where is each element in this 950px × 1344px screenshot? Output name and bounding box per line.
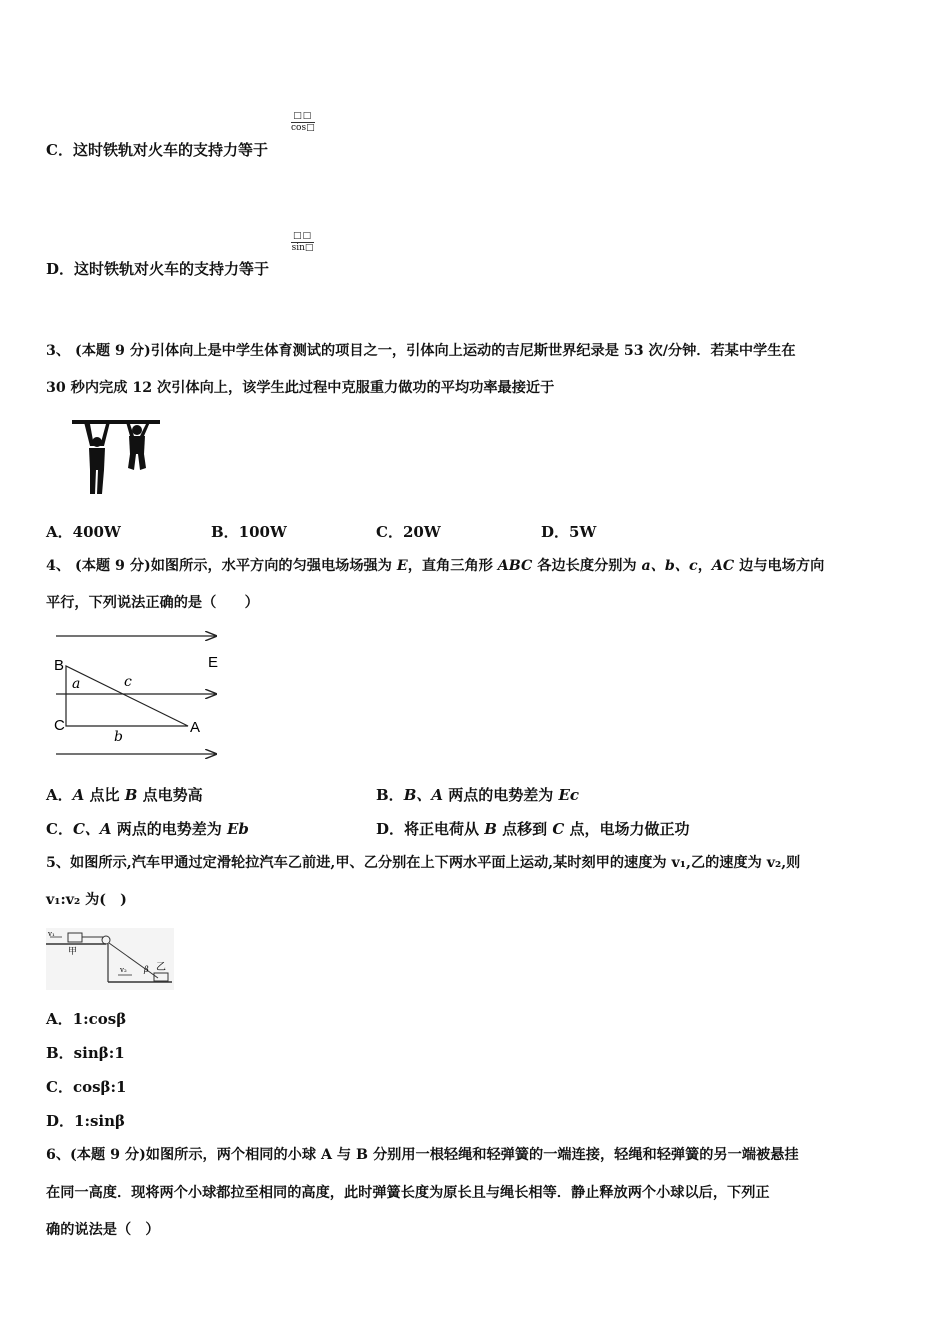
q4-field-figure [48, 622, 228, 764]
q4-option-a-prefix: A． [46, 786, 73, 804]
q2-option-d-denominator: sin□ [291, 243, 314, 253]
q4-option-a [46, 785, 203, 805]
q4-stem-line2: 平行，下列说法正确的是（ ） [46, 595, 259, 611]
q2-option-c-fraction [291, 111, 315, 134]
q4-option-c-prefix: C． [46, 820, 73, 838]
q2-option-c-prefix: C． [46, 141, 73, 159]
q4-option-c-mid: 两点的电势差为 [111, 820, 227, 838]
q4-option-b-mid: 两点的电势差为 [443, 786, 559, 804]
q2-option-c-denominator: cos□ [291, 123, 315, 133]
q4-stem-part5: 边与电场方向 [734, 558, 825, 574]
q4-option-d [376, 819, 690, 839]
pullup-person-right [126, 422, 150, 470]
q4-stem-part2: ，直角三角形 [407, 558, 498, 574]
label-vertex-b: B [54, 657, 65, 674]
q5-option-c: C．cosβ:1 [46, 1078, 127, 1096]
q4-option-d-end: 点，电场力做正功 [564, 820, 690, 838]
q4-option-c-CA: C、A [72, 820, 112, 838]
q6-stem-line2: 在同一高度．现将两个小球都拉至相同的高度，此时弹簧长度为原长且与绳长相等．静止释放两个小球以后，下列正 [46, 1185, 770, 1201]
q3-option-a: A．400W [46, 523, 121, 541]
label-jia: 甲 [68, 947, 78, 957]
q5-pulley-figure [46, 928, 174, 990]
q4-stem-E: E [396, 558, 408, 574]
q3-option-b: B．100W [211, 523, 287, 541]
q2-option-c-numerator: □□ [291, 111, 315, 123]
q3-stem-line2: 30 秒内完成 12 次引体向上，该学生此过程中克服重力做功的平均功率最接近于 [46, 380, 555, 396]
q4-option-c [46, 819, 249, 839]
q4-option-c-value: Eb [226, 820, 249, 838]
q2-option-d [46, 259, 269, 279]
q2-option-c-text: 这时铁轨对火车的支持力等于 [72, 141, 268, 159]
q3-stem-line1: 3、 (本题 9 分)引体向上是中学生体育测试的项目之一，引体向上运动的吉尼斯世界纪录是 53 次/分钟．若某中学生在 [46, 343, 796, 359]
label-side-b: b [114, 729, 123, 745]
label-side-c: c [124, 674, 132, 690]
q6-stem-line1: 6、(本题 9 分)如图所示，两个相同的小球 A 与 B 分别用一根轻绳和轻弹簧的一端连接，轻绳和轻弹簧的另一端被悬挂 [46, 1147, 799, 1163]
q4-option-b [376, 785, 579, 805]
q3-option-d: D．5W [541, 523, 597, 541]
q5-option-b: B．sinβ:1 [46, 1044, 125, 1062]
q2-option-d-prefix: D． [46, 260, 75, 278]
q4-option-a-B: B [124, 786, 138, 804]
q4-stem-ABC: ABC [497, 558, 533, 574]
q4-option-b-BA: B、A [403, 786, 444, 804]
q4-option-a-end: 点电势高 [137, 786, 203, 804]
q4-stem-abc: a、b、c [641, 558, 698, 574]
q4-stem-part1: 4、 (本题 9 分)如图所示，水平方向的匀强电场场强为 [46, 558, 397, 574]
q2-option-d-numerator: □□ [293, 231, 313, 241]
q4-option-b-value: Ec [558, 786, 580, 804]
label-v1: v₁ [48, 930, 55, 938]
label-field-e: E [208, 654, 219, 671]
q4-option-d-C: C [552, 820, 565, 838]
q5-option-a: A．1:cosβ [46, 1010, 127, 1028]
pullup-person-left [84, 422, 110, 494]
q3-option-c: C．20W [376, 523, 441, 541]
label-v2: v₂ [120, 966, 127, 974]
q3-pullup-figure [70, 412, 162, 498]
q5-stem-line2: v₁:v₂ 为( ) [46, 892, 127, 908]
q5-option-d: D．1:sinβ [46, 1112, 125, 1130]
q4-option-a-mid: 点比 [84, 786, 125, 804]
q2-option-d-text: 这时铁轨对火车的支持力等于 [74, 260, 270, 278]
label-vertex-c: C [54, 717, 65, 734]
q4-stem-part3: 各边长度分别为 [532, 558, 642, 574]
q2-option-d-fraction [291, 231, 314, 254]
q2-option-c [46, 140, 268, 160]
label-yi: 乙 [156, 962, 166, 973]
q4-option-d-mid: 点移到 [496, 820, 553, 838]
q4-option-d-B: B [484, 820, 497, 838]
label-vertex-a: A [190, 719, 201, 736]
q4-option-d-prefix: D．将正电荷从 [376, 820, 485, 838]
q4-stem-AC: AC [711, 558, 735, 574]
label-side-a: a [72, 676, 81, 692]
q5-stem-line1: 5、如图所示,汽车甲通过定滑轮拉汽车乙前进,甲、乙分别在上下两水平面上运动,某时刻甲的速度为 v₁,乙的速度为 v₂,则 [46, 855, 801, 871]
q4-option-a-A: A [72, 786, 85, 804]
label-beta: β [144, 965, 149, 974]
q6-stem-line3: 确的说法是（ ） [46, 1222, 160, 1238]
q4-option-b-prefix: B． [376, 786, 404, 804]
q4-stem-part4: ， [697, 558, 712, 574]
q4-stem-line1 [46, 556, 824, 576]
